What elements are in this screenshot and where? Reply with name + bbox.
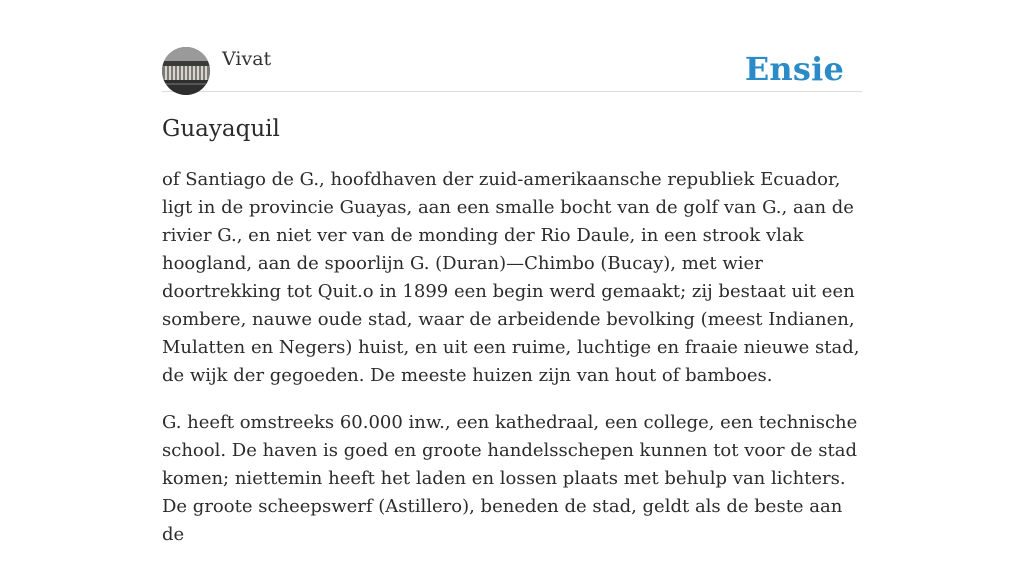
article-body [162,166,862,549]
brand-logo[interactable]: Ensie [744,50,844,88]
page-title: Guayaquil [162,116,280,142]
article-paragraph-2: G. heeft omstreeks 60.000 inw., een kathedraal, een college, een technische school. De haven is goed en groote handelsschepen kunnen tot voor de stad komen; niettemin heeft het laden en lossen plaats met behulp van lichters. De groote scheepswerf (Astillero), beneden de stad, geldt als de beste aan de [162,412,858,545]
header [162,46,862,92]
author-name[interactable]: Vivat [222,48,272,70]
typewriter-avatar-icon[interactable] [162,47,210,95]
article-paragraph-1: of Santiago de G., hoofdhaven der zuid-amerikaansche republiek Ecuador, ligt in de provincie Guayas, aan een smalle bocht van de golf van G., aan de rivier G., en niet ver van de monding der Rio Daule, in een strook vlak hoogland, aan de spoorlijn G. (Duran)—Chimbo (Bucay), met wier doortrekking tot Quit.o in 1899 een begin werd gemaakt; zij bestaat uit een sombere, nauwe oude stad, waar de arbeidende bevolking (meest Indianen, Mulatten en Negers) huist, en uit een ruime, luchtige en fraaie nieuwe stad, de wijk der gegoeden. De meeste huizen zijn van hout of bamboes. [162,169,860,386]
article-container [162,46,862,568]
